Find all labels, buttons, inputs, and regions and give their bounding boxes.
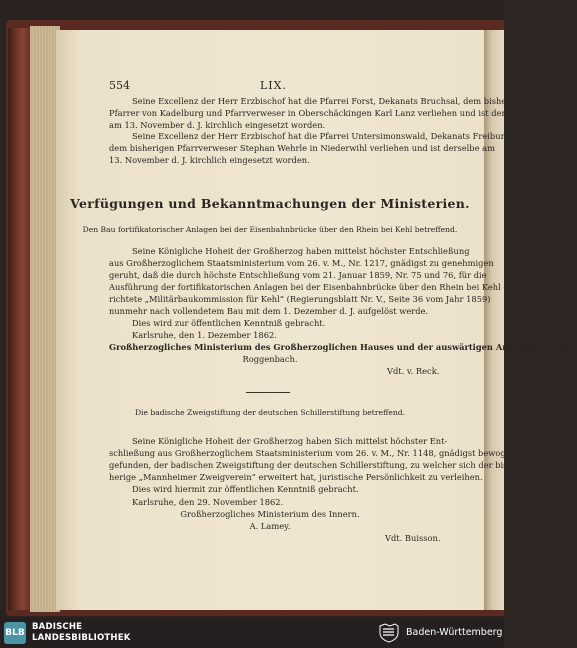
para2-line: 13. November d. J. kirchlich eingesetzt worden. (109, 155, 310, 165)
state-name: Baden-Württemberg (406, 627, 503, 638)
section-heading: Verfügungen und Bekanntmachungen der Ministerien. (70, 196, 470, 211)
notice1-date: Karlsruhe, den 1. Dezember 1862. (132, 330, 277, 340)
viewer-footer (0, 618, 504, 648)
notice1-body-line: nunmehr nach vollendetem Bau mit dem 1. Dezember d. J. aufgelöst werde. (109, 306, 429, 316)
para2-line: dem bisherigen Pfarrverweser Stephan Wehrle in Niederwihl verliehen und ist derselbe am (109, 143, 495, 153)
book-spine (8, 28, 32, 610)
notice2-body-line: gefunden, der badischen Zweigstiftung der deutschen Schillerstiftung, zu welcher sich der bis- (109, 460, 511, 470)
blb-logo[interactable]: BLB (4, 622, 26, 644)
notice1-body-line: Ausführung der fortifikatorischen Anlagen bei der Eisenbahnbrücke über den Rhein bei Kehl er- (109, 282, 516, 292)
notice1-body-line: Seine Königliche Hoheit der Großherzog haben mittelst höchster Entschließung (132, 246, 470, 256)
para2-line: Seine Excellenz der Herr Erzbischof hat die Pfarrei Untersimonswald, Dekanats Freiburg, (132, 131, 513, 141)
notice1-signer: Roggenbach. (242, 354, 298, 364)
notice2-signer: A. Lamey. (249, 521, 291, 531)
notice2-ministry: Großherzogliches Ministerium des Innern. (180, 509, 360, 519)
notice1-countersign: Vdt. v. Reck. (387, 366, 440, 376)
notice1-body-line: geruht, daß die durch höchste Entschließung vom 21. Januar 1859, Nr. 75 und 76, für die (109, 270, 487, 280)
state-coat-of-arms-icon (378, 623, 400, 643)
para1-line: am 13. November d. J. kirchlich eingesetzt worden. (109, 120, 326, 130)
library-name-line2: LANDESBIBLIOTHEK (32, 633, 131, 643)
page-number: 554 (109, 79, 130, 92)
chapter-number: LIX. (260, 79, 287, 92)
notice2-body-line: schließung aus Großherzoglichem Staatsministerium vom 26. v. M., Nr. 1148, gnädigst bewogen (109, 448, 516, 458)
notice2-subtitle: Die badische Zweigstiftung der deutschen Schillerstiftung betreffend. (134, 408, 406, 417)
notice2-body-line: Seine Königliche Hoheit der Großherzog haben Sich mittelst höchster Ent- (132, 436, 448, 446)
para1-line: Pfarrer von Kadelburg und Pfarrverweser in Oberschäckingen Karl Lanz verliehen und ist derselbe (109, 108, 528, 118)
library-name (32, 622, 131, 644)
notice2-date: Karlsruhe, den 29. November 1862. (132, 497, 284, 507)
notice1-body-line: richtete „Militärbaukommission für Kehl“ (Regierungsblatt Nr. V., Seite 36 vom Jahr 1859) (109, 294, 491, 304)
section-divider (246, 392, 290, 393)
notice2-published: Dies wird hiermit zur öffentlichen Kenntniß gebracht. (132, 484, 359, 494)
notice1-ministry: Großherzogliches Ministerium des Großherzoglichen Hauses und der auswärtigen Angelegenheiten. (109, 342, 577, 352)
library-name-line1: BADISCHE (32, 622, 83, 632)
notice1-body-line: aus Großherzoglichem Staatsministerium vom 26. v. M., Nr. 1217, gnädigst zu genehmigen (109, 258, 494, 268)
notice1-subtitle: Den Bau fortifikatorischer Anlagen bei der Eisenbahnbrücke über den Rhein bei Kehl betreffend. (82, 225, 458, 234)
notice1-published: Dies wird zur öffentlichen Kenntniß gebracht. (132, 318, 326, 328)
para1-line: Seine Excellenz der Herr Erzbischof hat die Pfarrei Forst, Dekanats Bruchsal, dem bisherigen (132, 96, 529, 106)
notice2-countersign: Vdt. Buisson. (385, 533, 441, 543)
notice2-body-line: herige „Mannheimer Zweigverein“ erweitert hat, juristische Persönlichkeit zu verleihen. (109, 472, 483, 482)
book-page (56, 30, 577, 610)
